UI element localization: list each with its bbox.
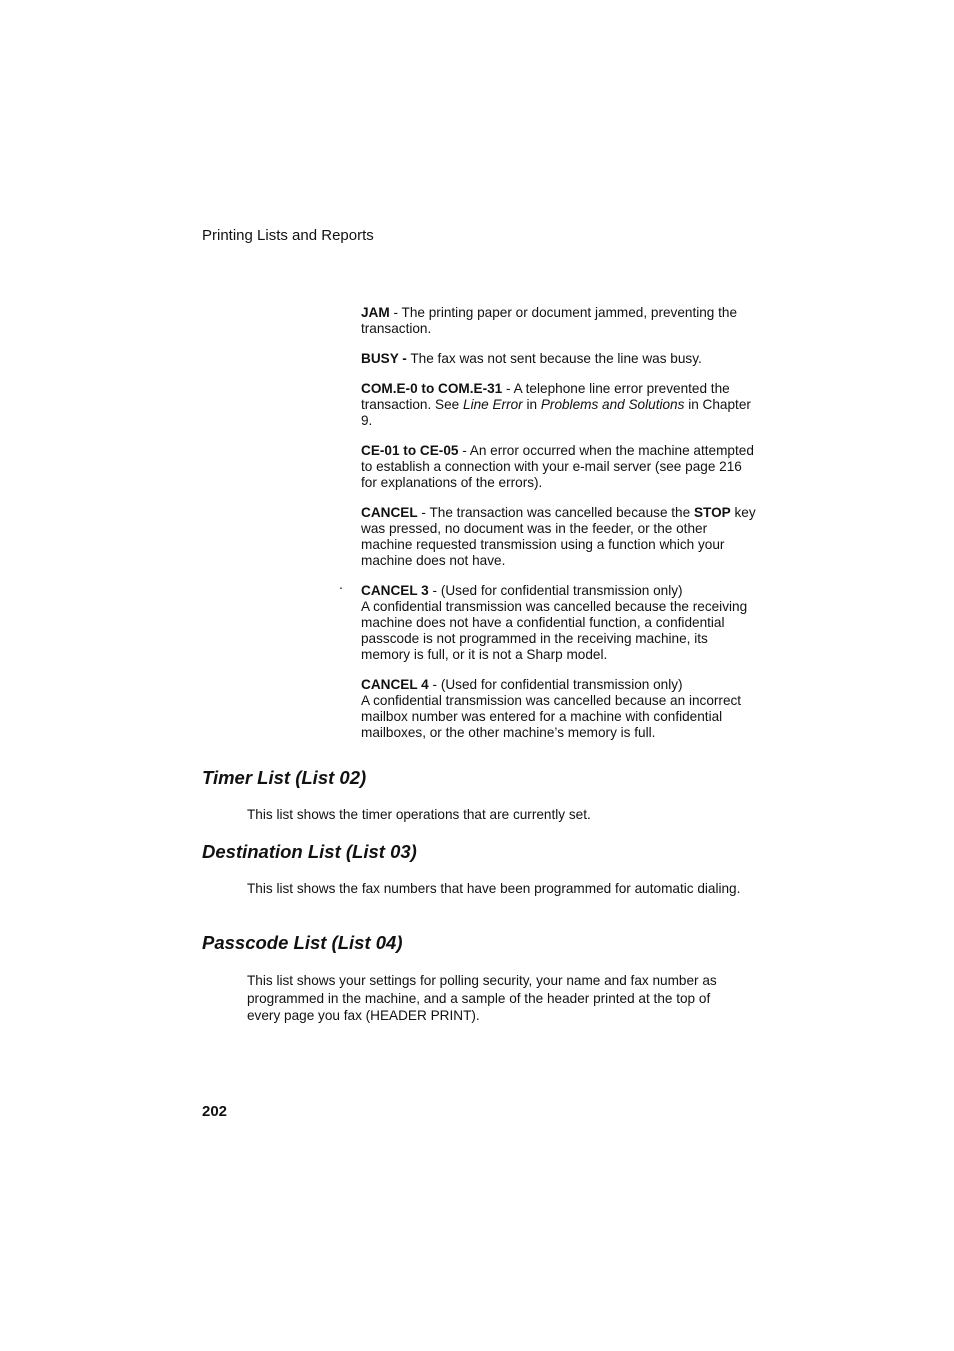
term: CE-01 to CE-05 <box>361 443 459 458</box>
stop-key: STOP <box>693 505 731 520</box>
entry-com-e <box>361 381 757 429</box>
entry-cancel-4 <box>361 677 757 741</box>
entry-cancel-3 <box>361 583 757 663</box>
entry-ce <box>361 443 757 491</box>
description: A confidential transmission was cancelled because the receiving machine does not have a confidential function, a confidential passcode is not programmed in the receiving machine, its memory is full, or it is not a Sharp model. <box>361 599 748 662</box>
description: The fax was not sent because the line was busy. <box>406 351 702 366</box>
description: - An error occurred when the machine attempted to establish a connection with your e-mail server (see page 216 for explanations of the errors). <box>361 443 754 490</box>
description: - The printing paper or document jammed, preventing the transaction. <box>361 305 738 336</box>
passcode-list-description: This list shows your settings for polling security, your name and fax number as programmed in the machine, and a sample of the header printed at the top of every page you fax (HEADER PRINT). <box>247 973 717 1023</box>
note: - (Used for confidential transmission only) <box>428 583 683 598</box>
reference-problems-solutions: Problems and Solutions <box>540 397 685 412</box>
term: COM.E-0 to COM.E-31 <box>361 381 503 396</box>
description: A confidential transmission was cancelled because an incorrect mailbox number was entered for a machine with confidential mailboxes, or the other machine’s memory is full. <box>361 693 742 740</box>
entry-busy <box>361 351 757 367</box>
term: CANCEL <box>361 505 418 520</box>
term: BUSY - <box>361 351 407 366</box>
term: CANCEL 4 <box>361 677 429 692</box>
stray-mark: . <box>339 576 343 592</box>
entry-cancel <box>361 505 757 569</box>
description: - A telephone line error prevented the transaction. See <box>361 381 730 412</box>
description: in <box>522 397 541 412</box>
reference-line-error: Line Error <box>463 397 523 412</box>
description: key was pressed, no document was in the feeder, or the other machine requested transmission using a function which your machine does not have. <box>361 505 756 568</box>
entry-jam <box>361 305 757 337</box>
description: in Chapter 9. <box>361 397 751 428</box>
term: CANCEL 3 <box>361 583 429 598</box>
page-number: 202 <box>202 1103 228 1120</box>
error-code-list <box>361 305 757 755</box>
heading-destination-list: Destination List (List 03) <box>202 841 417 862</box>
destination-list-description: This list shows the fax numbers that have been programmed for automatic dialing. <box>247 881 741 896</box>
note: - (Used for confidential transmission only) <box>428 677 683 692</box>
description: - The transaction was cancelled because the <box>417 505 694 520</box>
running-header: Printing Lists and Reports <box>202 227 374 244</box>
timer-list-description: This list shows the timer operations that are currently set. <box>247 807 591 822</box>
heading-timer-list: Timer List (List 02) <box>202 767 367 788</box>
term: JAM <box>361 305 390 320</box>
heading-passcode-list: Passcode List (List 04) <box>202 932 403 953</box>
